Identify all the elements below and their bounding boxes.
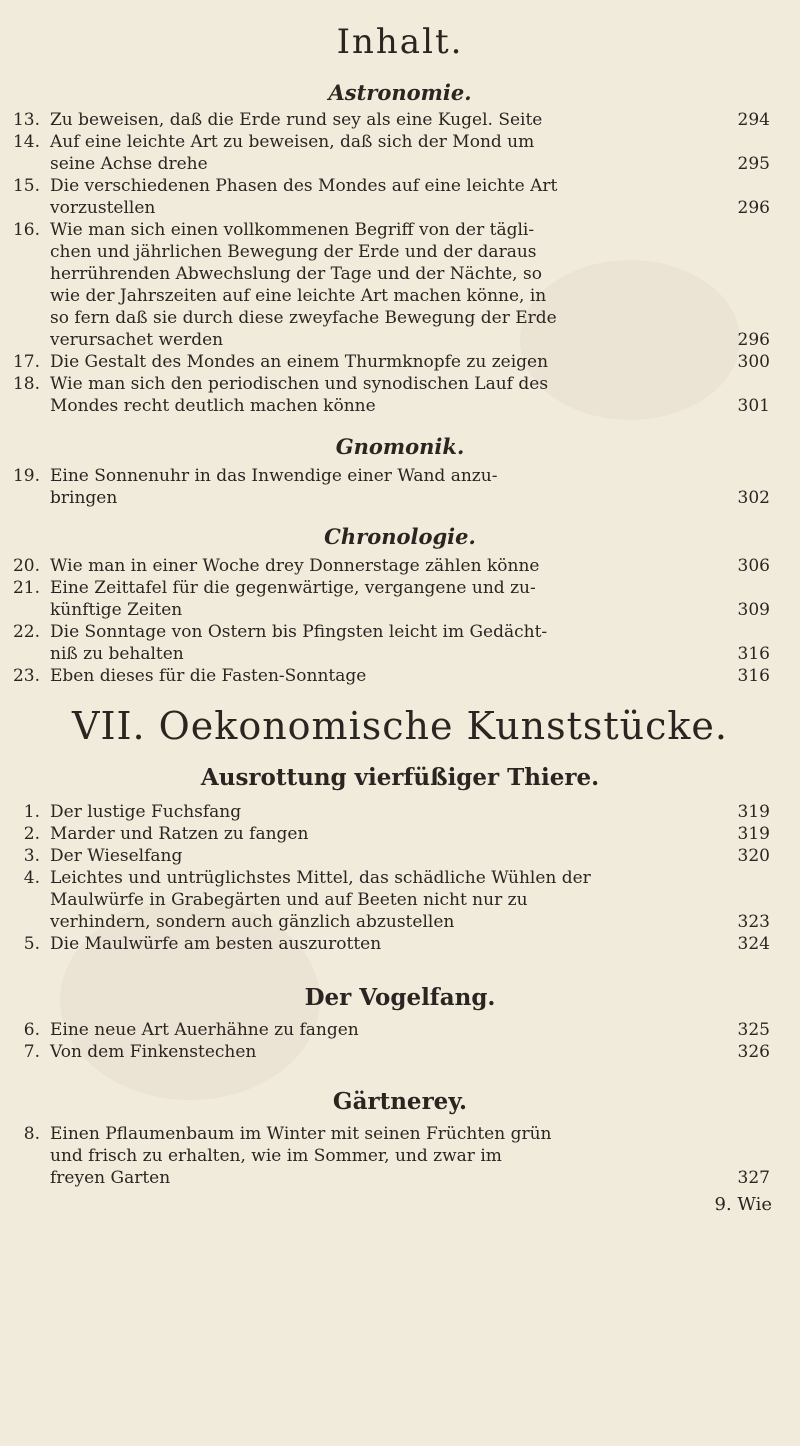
section-heading-chronologie: Chronologie. bbox=[324, 524, 476, 549]
section-heading-gaertnerey: Gärtnerey. bbox=[332, 1088, 468, 1115]
entry-text: niß zu behalten bbox=[50, 644, 184, 664]
entry-number: 16. bbox=[12, 220, 40, 240]
entry-text: Die Maulwürfe am besten auszurotten bbox=[50, 934, 382, 954]
entry-number: 4. bbox=[23, 868, 40, 888]
entry-page: 319 bbox=[737, 802, 770, 822]
entry-text: Von dem Finkenstechen bbox=[50, 1042, 257, 1062]
running-head: Inhalt. bbox=[336, 22, 464, 62]
entry-text: chen und jährlichen Bewegung der Erde und der daraus bbox=[50, 242, 537, 262]
entry-text: Maulwürfe in Grabegärten und auf Beeten nicht nur zu bbox=[50, 890, 528, 910]
entry-text: Die Gestalt des Mondes an einem Thurmknopfe zu zeigen bbox=[50, 352, 549, 372]
paper-stain bbox=[520, 260, 740, 420]
section-heading-vogelfang: Der Vogelfang. bbox=[304, 984, 496, 1011]
section-heading-ausrottung: Ausrottung vierfüßiger Thiere. bbox=[200, 764, 600, 791]
entry-text: künftige Zeiten bbox=[50, 600, 183, 620]
entry-page: 326 bbox=[737, 1042, 770, 1062]
entry-page: 325 bbox=[737, 1020, 770, 1040]
entry-page: 316 bbox=[737, 666, 770, 686]
entry-page: 302 bbox=[737, 488, 770, 508]
entry-page: 300 bbox=[737, 352, 770, 372]
entry-text: verhindern, sondern auch gänzlich abzustellen bbox=[50, 912, 455, 932]
entry-page: 320 bbox=[737, 846, 770, 866]
entry-text: Eine Sonnenuhr in das Inwendige einer Wand anzu- bbox=[50, 466, 498, 486]
entry-page: 295 bbox=[737, 154, 770, 174]
entry-text: Der lustige Fuchsfang bbox=[50, 802, 242, 822]
entry-text: Auf eine leichte Art zu beweisen, daß sich der Mond um bbox=[50, 132, 535, 152]
entry-text: bringen bbox=[50, 488, 118, 508]
entry-number: 22. bbox=[12, 622, 40, 642]
entry-number: 1. bbox=[23, 802, 40, 822]
entry-text: Der Wieselfang bbox=[50, 846, 183, 866]
entry-number: 17. bbox=[12, 352, 40, 372]
entry-page: 309 bbox=[737, 600, 770, 620]
chapter-heading: VII. Oekonomische Kunststücke. bbox=[72, 704, 728, 748]
entry-number: 14. bbox=[12, 132, 40, 152]
entry-number: 23. bbox=[12, 666, 40, 686]
entry-number: 5. bbox=[23, 934, 40, 954]
entry-text: Wie man in einer Woche drey Donnerstage zählen könne bbox=[50, 556, 540, 576]
entry-page: 306 bbox=[737, 556, 770, 576]
entry-page: 294 bbox=[737, 110, 770, 130]
entry-text: verursachet werden bbox=[50, 330, 224, 350]
entry-number: 7. bbox=[23, 1042, 40, 1062]
section-heading-astronomie: Astronomie. bbox=[328, 80, 472, 105]
entry-number: 6. bbox=[23, 1020, 40, 1040]
entry-number: 3. bbox=[23, 846, 40, 866]
entry-text: vorzustellen bbox=[50, 198, 156, 218]
entry-number: 19. bbox=[12, 466, 40, 486]
entry-text: Die Sonntage von Ostern bis Pfingsten leicht im Gedächt- bbox=[50, 622, 548, 642]
entry-text: Wie man sich einen vollkommenen Begriff von der tägli- bbox=[50, 220, 535, 240]
entry-text: Wie man sich den periodischen und synodischen Lauf des bbox=[50, 374, 549, 394]
entry-page: 301 bbox=[737, 396, 770, 416]
entry-page: 319 bbox=[737, 824, 770, 844]
entry-page: 323 bbox=[737, 912, 770, 932]
entry-text: so fern daß sie durch diese zweyfache Bewegung der Erde bbox=[50, 308, 557, 328]
entry-number: 13. bbox=[12, 110, 40, 130]
entry-text: Zu beweisen, daß die Erde rund sey als eine Kugel. Seite bbox=[50, 110, 543, 130]
entry-page: 296 bbox=[737, 198, 770, 218]
entry-text: und frisch zu erhalten, wie im Sommer, und zwar im bbox=[50, 1146, 502, 1166]
entry-text: Eine neue Art Auerhähne zu fangen bbox=[50, 1020, 359, 1040]
entry-number: 20. bbox=[12, 556, 40, 576]
entry-text: Mondes recht deutlich machen könne bbox=[50, 396, 376, 416]
entry-text: herrührenden Abwechslung der Tage und der Nächte, so bbox=[50, 264, 542, 284]
entry-page: 327 bbox=[737, 1168, 770, 1188]
entry-number: 18. bbox=[12, 374, 40, 394]
section-heading-gnomonik: Gnomonik. bbox=[335, 434, 465, 459]
entry-text: Eben dieses für die Fasten-Sonntage bbox=[50, 666, 367, 686]
entry-text: Marder und Ratzen zu fangen bbox=[50, 824, 309, 844]
entry-page: 316 bbox=[737, 644, 770, 664]
entry-number: 15. bbox=[12, 176, 40, 196]
entry-number: 21. bbox=[12, 578, 40, 598]
entry-text: seine Achse drehe bbox=[50, 154, 208, 174]
entry-text: Einen Pflaumenbaum im Winter mit seinen Früchten grün bbox=[50, 1124, 552, 1144]
entry-page: 324 bbox=[737, 934, 770, 954]
entry-text: freyen Garten bbox=[50, 1168, 171, 1188]
entry-page: 296 bbox=[737, 330, 770, 350]
entry-number: 2. bbox=[23, 824, 40, 844]
entry-text: Die verschiedenen Phasen des Mondes auf eine leichte Art bbox=[50, 176, 558, 196]
entry-text: wie der Jahrszeiten auf eine leichte Art machen könne, in bbox=[50, 286, 547, 306]
entry-text: Leichtes und untrüglichstes Mittel, das schädliche Wühlen der bbox=[50, 868, 591, 888]
catchword: 9. Wie bbox=[714, 1194, 772, 1215]
entry-number: 8. bbox=[23, 1124, 40, 1144]
entry-text: Eine Zeittafel für die gegenwärtige, vergangene und zu- bbox=[50, 578, 536, 598]
